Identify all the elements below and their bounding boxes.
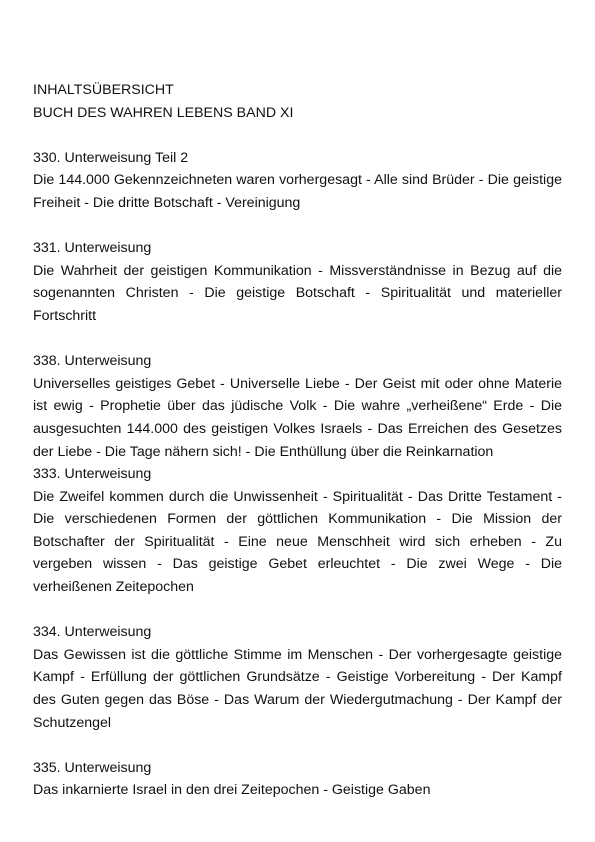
entry-heading: 331. Unterweisung xyxy=(33,240,152,257)
entry-text: Die 144.000 Gekennzeichneten waren vorhergesagt - Alle sind Brüder - Die geistige Freiheit - Die dritte Botschaft - Vereinigung xyxy=(33,172,562,211)
spacer xyxy=(33,734,562,757)
entry-heading: 338. Unterweisung xyxy=(33,353,152,370)
spacer xyxy=(33,328,562,351)
document-title: INHALTSÜBERSICHT xyxy=(33,82,174,98)
toc-entry xyxy=(33,237,562,327)
entry-text: Die Zweifel kommen durch die Unwissenheit - Spiritualität - Das Dritte Testament - Die verschiedenen Formen der göttlichen Kommunikation - Die Mission der Botschafter der Spiritualität - Eine neue Menschheit wird sich erheben - Zu vergeben wissen - Das geistige Gebet erleuchtet - Die zwei Wege - Die verheißenen Zeitepochen xyxy=(33,488,562,596)
entry-heading: 333. Unterweisung xyxy=(33,466,152,483)
entry-text: Die Wahrheit der geistigen Kommunikation - Missverständnisse in Bezug auf die sogenannten Christen - Die geistige Botschaft - Spiritualität und materieller Fortschritt xyxy=(33,262,562,324)
toc-entry xyxy=(33,463,562,599)
toc-entry xyxy=(33,757,562,802)
toc-entry xyxy=(33,350,562,463)
entry-heading: 335. Unterweisung xyxy=(33,759,152,776)
entry-text: Das Gewissen ist die göttliche Stimme im Menschen - Der vorhergesagte geistige Kampf - Erfüllung der göttlichen Grundsätze - Geistige Vorbereitung - Der Kampf des Guten gegen das Böse - Das Warum der Wiedergutmachung - Der Kampf der Schutzengel xyxy=(33,646,562,731)
entry-text: Universelles geistiges Gebet - Universelle Liebe - Der Geist mit oder ohne Materie ist ewig - Prophetie über das jüdische Volk - Die wahre „verheißene“ Erde - Die ausgesuchten 144.000 des geistigen Volkes Israels - Das Erreichen des Gesetzes der Liebe - Die Tage nähern sich! - Die Enthüllung über die Reinkarnation xyxy=(33,375,562,460)
spacer xyxy=(33,124,562,147)
entry-text: Das inkarnierte Israel in den drei Zeitepochen - Geistige Gaben xyxy=(33,782,431,799)
entry-heading: 334. Unterweisung xyxy=(33,624,152,641)
document-subtitle: BUCH DES WAHREN LEBENS BAND XI xyxy=(33,104,294,121)
spacer xyxy=(33,215,562,238)
entry-heading: 330. Unterweisung Teil 2 xyxy=(33,149,189,166)
toc-entry xyxy=(33,147,562,215)
toc-entry xyxy=(33,621,562,734)
spacer xyxy=(33,599,562,622)
